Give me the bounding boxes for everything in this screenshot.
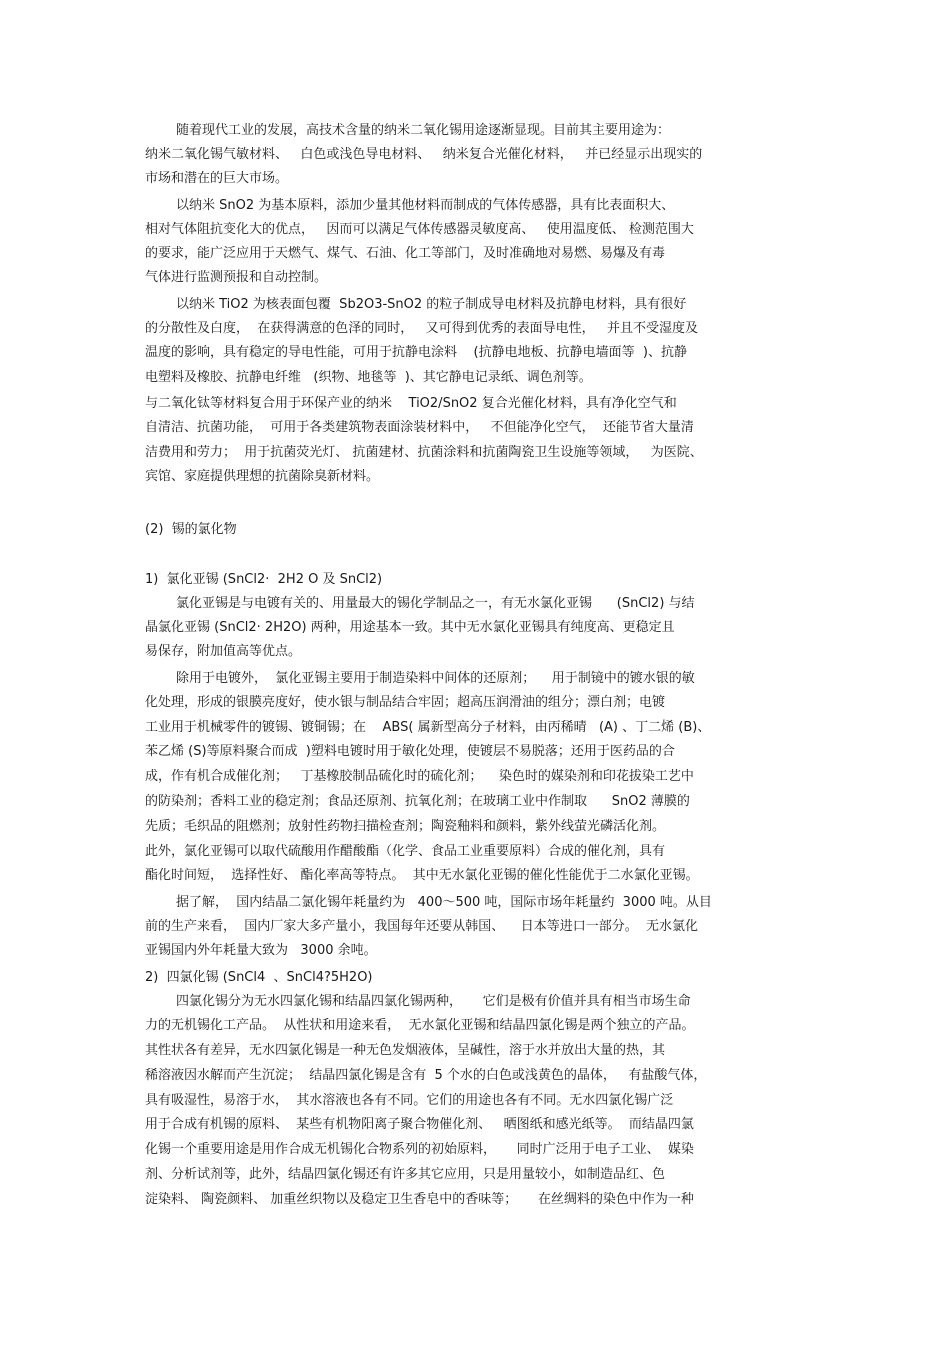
text-line: 纳米二氧化锡气敏材料、 白色或浅色导电材料、 纳米复合光催化材料， 并已经显示出现实的	[145, 147, 703, 162]
text-line: 据了解， 国内结晶二氯化锡年耗量约为 400～500 吨，国际市场年耗量约 3000 吨。从目	[176, 895, 712, 910]
text-line: 亚锡国内外年耗量大致为 3000 余吨。	[145, 943, 377, 958]
text-line: 此外，氯化亚锡可以取代硫酸用作醋酸酯（化学、食品工业重要原料）合成的催化剂，具有	[145, 844, 666, 859]
text-line: 前的生产来看， 国内厂家大多产量小，我国每年还要从韩国、 日本等进口一部分。 无水氯化	[145, 919, 699, 934]
text-line: 氯化亚锡是与电镀有关的、用量最大的锡化学制品之一，有无水氯化亚锡 (SnCl2) 与结	[176, 596, 695, 611]
text-line: 气体进行监测预报和自动控制。	[145, 270, 328, 285]
text-line: 淀染料、 陶瓷颜料、 加重丝织物以及稳定卫生香皂中的香味等； 在丝绸料的染色中作为一种	[145, 1192, 694, 1207]
text-line: 自清洁、抗菌功能， 可用于各类建筑物表面涂装材料中， 不但能净化空气， 还能节省大量清	[145, 420, 694, 435]
text-line: 相对气体阻抗变化大的优点， 因而可以满足气体传感器灵敏度高、 使用温度低、 检测范围大	[145, 222, 694, 237]
section-heading: (2) 锡的氯化物	[145, 522, 237, 537]
text-line: 其性状各有差异，无水四氯化锡是一种无色发烟液体，呈碱性，溶于水并放出大量的热，其	[145, 1043, 666, 1058]
text-line: 温度的影响，具有稳定的导电性能，可用于抗静电涂料 (抗静电地板、抗静电墙面等 )、抗静	[145, 345, 687, 360]
text-line: 易保存，附加值高等优点。	[145, 644, 302, 659]
text-line: 稀溶液因水解而产生沉淀； 结晶四氯化锡是含有 5 个水的白色或浅黄色的晶体， 有盐酸气体，	[145, 1068, 707, 1083]
text-line: 市场和潜在的巨大市场。	[145, 171, 289, 186]
text-line: 先质；毛织品的阻燃剂；放射性药物扫描检查剂；陶瓷釉料和颜料，紫外线萤光磷活化剂。	[145, 819, 666, 834]
text-line: 电塑料及橡胶、抗静电纤维 (织物、地毯等 )、其它静电记录纸、调色剂等。	[145, 370, 592, 385]
text-line: 剂、分析试剂等，此外，结晶四氯化锡还有许多其它应用，只是用量较小，如制造品红、色	[145, 1167, 666, 1182]
text-line: 以纳米 SnO2 为基本原料，添加少量其他材料而制成的气体传感器，具有比表面积大、	[176, 198, 675, 213]
subsection-heading: 1) 氯化亚锡 (SnCl2· 2H2 O 及 SnCl2)	[145, 572, 383, 587]
text-line: 工业用于机械零件的镀锡、镀铜锡；在 ABS( 属新型高分子材料，由丙稀晴 (A) 、丁二烯 (B)、	[145, 720, 711, 735]
text-line: 与二氧化钛等材料复合用于环保产业的纳米 TiO2/SnO2 复合光催化材料，具有净化空气和	[145, 396, 677, 411]
subsection-heading: 2) 四氯化锡 (SnCl4 、SnCl4?5H2O)	[145, 970, 373, 985]
text-line: 以纳米 TiO2 为核表面包覆 Sb2O3-SnO2 的粒子制成导电材料及抗静电材料，具有很好	[176, 297, 687, 312]
text-line: 化锡一个重要用途是用作合成无机锡化合物系列的初始原料， 同时广泛用于电子工业、 媒染	[145, 1142, 694, 1157]
text-line: 力的无机锡化工产品。 从性状和用途来看， 无水氯化亚锡和结晶四氯化锡是两个独立的产品。	[145, 1018, 695, 1033]
text-line: 四氯化锡分为无水四氯化锡和结晶四氯化锡两种， 它们是极有价值并具有相当市场生命	[176, 994, 691, 1009]
text-line: 化处理，形成的银膜亮度好，使水银与制品结合牢固；超高压润滑油的组分；漂白剂；电镀	[145, 695, 666, 710]
text-line: 晶氯化亚锡 (SnCl2· 2H2O) 两种，用途基本一致。其中无水氯化亚锡具有纯度高、更稳定且	[145, 620, 675, 635]
text-line: 用于合成有机锡的原料、 某些有机物阳离子聚合物催化剂、 晒图纸和感光纸等。 而结晶四氯	[145, 1117, 694, 1132]
text-line: 酯化时间短， 选择性好、 酯化率高等特点。 其中无水氯化亚锡的催化性能优于二水氯化亚锡。	[145, 868, 699, 883]
text-line: 的防染剂；香料工业的稳定剂；食品还原剂、抗氧化剂；在玻璃工业中作制取 SnO2 薄膜的	[145, 794, 690, 809]
text-line: 成，作有机合成催化剂； 丁基橡胶制品硫化时的硫化剂； 染色时的媒染剂和印花拔染工艺中	[145, 769, 694, 784]
text-line: 除用于电镀外， 氯化亚锡主要用于制造染料中间体的还原剂； 用于制镜中的镀水银的敏	[176, 671, 695, 686]
text-line: 的分散性及白度， 在获得满意的色泽的同时， 又可得到优秀的表面导电性， 并且不受湿度及	[145, 321, 699, 336]
text-line: 随着现代工业的发展，高技术含量的纳米二氧化锡用途逐渐显现。目前其主要用途为：	[176, 123, 671, 138]
text-line: 苯乙烯 (S)等原料聚合而成 )塑料电镀时用于敏化处理，使镀层不易脱落；还用于医药品的合	[145, 744, 675, 759]
text-line: 宾馆、家庭提供理想的抗菌除臭新材料。	[145, 469, 380, 484]
text-line: 的要求，能广泛应用于天燃气、煤气、石油、化工等部门，及时准确地对易燃、易爆及有毒	[145, 246, 666, 261]
text-line: 具有吸湿性，易溶于水， 其水溶液也各有不同。它们的用途也各有不同。无水四氯化锡广泛	[145, 1093, 674, 1108]
text-line: 洁费用和劳力； 用于抗菌荧光灯、 抗菌建材、抗菌涂料和抗菌陶瓷卫生设施等领域， 为医院、	[145, 445, 703, 460]
